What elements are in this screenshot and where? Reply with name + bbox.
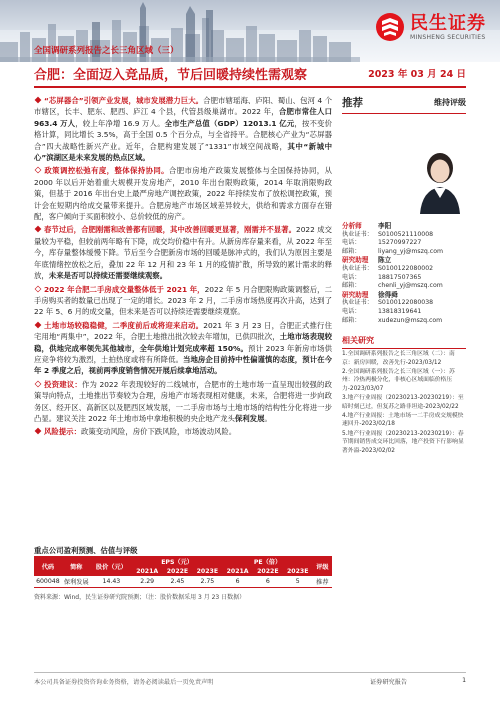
paragraph-policy: 政策调控松弛有度，整体保持协同。合肥市房地产政策发展整体与全国保持协同，从 2000 年以后开始着重大规模开发房地产，2010 年出台限购政策，2014 年取消限购政策，但基于 2016 年出台史上最严房地产调控政策，2022 年持续发布了放松调控政策，预计会在短期内给成交量带来提升。合肥房地产市场区域差异较大，供给和需求方面存在错配，客户倾向于买面积较小、总价较低的房产。: [34, 166, 332, 222]
paragraph-investment-advice: 投资建议：作为 2022 年表现较好的二线城市，合肥市的土地市场一直呈现出较强的政策导向特点，土地推出节奏较为合理，房地产市场表现相对健康，未来，合肥将进一步向政务区、经开区、高新区以及肥西区域发展，一二手房市场与土地市场的结构性分化将进一步凸显。建议关注 2022 年土地市场中拿地积极的央企地产龙头保利发展。: [34, 379, 332, 423]
rating-status: 维持评级: [434, 98, 466, 107]
analyst-name: 李阳: [378, 222, 392, 230]
analyst-card: 研究助理 徐得舜 执业证书： S0100122080038 电话： 13818319641 邮箱： xudezun@mszq.com: [342, 291, 466, 325]
col-eps: EPS（元）: [132, 556, 222, 566]
paragraph-new-homes: 春节过后，合肥刚需和改善都有回暖，其中改善回暖更显著，刚需并不显著。2022 成交量较为平稳，但较前两年略有下降，成交均价稳中有升。从新房库存量来看，从 2022 年至今，库存量整体缓慢下降。节后至今合肥新房市场的回暖是脉冲式的，我们认为原因主要是年底情绪控放松之后，叠加 22 年 12 月和 23 年 1 月的疫情扩散，所导致的累计需求的释放，未来是否可以持续还需要继续观察。: [34, 225, 332, 281]
hollow-diamond-bullet-icon: [35, 380, 42, 387]
document-type: 证券研究报告: [370, 679, 408, 686]
logo-name-en: MINSHENG SECURITIES: [410, 33, 486, 41]
analyst-card: 研究助理 陈立 执业证书： S0100122080002 电话： 18817507365 邮箱： chenli_yj@mszq.com: [342, 256, 466, 290]
related-research-link[interactable]: 5.地产行业周报（20230213-20230219）：春节期间销售成交环比回落，地产投资下行影响显著外溢-2023/02/02: [342, 430, 464, 454]
footer-right: [370, 677, 466, 686]
page-number: 1: [462, 677, 466, 684]
forecast-table-title: 重点公司盈利预测、估值与评级: [34, 546, 138, 555]
analyst-name: 陈立: [378, 256, 392, 265]
col-rating: 评级: [313, 556, 332, 576]
analyst-email-link[interactable]: chenli_yj@mszq.com: [378, 282, 443, 290]
forecast-table: 代码 简称 股价（元） EPS（元） PE（倍） 评级 2021A 2022E 2023E 2021A 2022E 2023E 600048 保利发展 14.43 2.29 2.45 2.75 6 6 5 推荐: [34, 556, 332, 588]
analyst-name: 徐得舜: [378, 290, 398, 299]
paragraph-risk: 风险提示：政策变动风险，房价下跌风险，市场波动风险。: [34, 426, 332, 437]
diamond-bullet-icon: [35, 97, 42, 104]
analyst-list: [342, 222, 466, 325]
footer-disclaimer: 本公司具备证券投资咨询业务资格，请务必阅读最后一页免责声明: [34, 679, 214, 686]
report-title: 合肥：全面迈入竞品质，节后回暖持续性需观察: [34, 67, 308, 83]
analyst-card: 分析师 李阳 执业证书： S0100521110008 电话： 15270997227 邮箱： liyang_yj@mszq.com: [342, 222, 466, 256]
related-research-link[interactable]: 1.全国调研系列报告之长三角区域（二）：南京：新房回暖，改善先行-2023/03/12: [342, 351, 455, 366]
logo-name-cn: 民生证券: [410, 12, 486, 34]
title-divider: [34, 86, 466, 88]
col-price: 股价（元）: [91, 556, 132, 576]
analyst-email-link[interactable]: xudezun@mszq.com: [378, 316, 443, 324]
footer-divider: [34, 672, 466, 673]
col-pe: PE（倍）: [222, 556, 312, 566]
brand-logo: [375, 8, 486, 46]
related-research-link[interactable]: 4.地产行业周报：土地市场一二手房成交规模快速回升-2023/02/18: [342, 412, 464, 428]
related-research-list: [342, 350, 466, 455]
rating-header: [342, 95, 466, 114]
col-name: 简称: [62, 556, 91, 576]
related-research-link[interactable]: 3.地产行业周报（20230213-20230219）：至暗时刻已过，但复苏之路非坦途-2023/02/22: [342, 395, 464, 410]
col-code: 代码: [34, 556, 62, 576]
related-research-heading: 相关研究: [342, 335, 466, 349]
report-series: 全国调研系列报告之长三角区域（三）: [34, 46, 179, 56]
hollow-diamond-bullet-icon: [35, 285, 42, 292]
recommendation: 推荐: [342, 97, 363, 109]
header-banner: [0, 0, 500, 62]
diamond-bullet-icon: [35, 321, 42, 328]
hollow-diamond-bullet-icon: [35, 167, 42, 174]
minsheng-logo-icon: [375, 12, 405, 42]
sidebar: [342, 95, 466, 455]
related-research-link[interactable]: 2.全国调研系列报告之长三角区域（一）：苏州：冷热两极分化，非核心区域面临价格压力-2023/03/07: [342, 368, 455, 392]
analyst-photo: [414, 144, 466, 214]
analyst-email-link[interactable]: liyang_yj@mszq.com: [378, 247, 444, 255]
paragraph-industry: “芯屏器合”引领产业发展，城市发展潜力巨大。合肥市辖瑶海、庐阳、蜀山、包河 4 个市辖区，长丰、肥东、肥西、庐江 4 个县，代管县级巢湖市。2022 年，合肥市常住人口 963.4 万人，较上年净增 16.9 万人。全市生产总值（GDP）12013.1 亿元，按不变价格计算，同比增长 3.5%，高于全国 0.5 个百分点，与全省持平。合肥核心产业为“芯屏器合”四大战略性新兴产业。近年，合肥构建发展了“1331”市域空间战略，其中“新城中心”滨湖区是未来发展的热点区域。: [34, 96, 333, 163]
table-row: 600048 保利发展 14.43 2.29 2.45 2.75 6 6 5 推荐: [34, 576, 332, 587]
title-row: [34, 63, 466, 83]
diamond-bullet-icon: [35, 428, 42, 435]
report-date: 2023 年 03 月 24 日: [368, 69, 466, 80]
diamond-bullet-icon: [35, 226, 42, 233]
report-body: [34, 95, 332, 440]
paragraph-land-market: 土地市场较稳稳健，二季度前后或将迎来启动。2021 年 3 月 23 日，合肥正式推行住宅用地“两集中”，2022 年，合肥土地推出批次较去年增加，已供四批次，土地市场表现较稳，供地完成率领先其他城市，全年供地计划完成率超 150%。预计 2023 年新房市场供应竞争将较为激烈，土拍热度或将有所降低。当地房企目前持中性偏谨慎的态度，预计在今年 2 季度之后，视前两季度销售情况开展后续拿地活动。: [34, 320, 332, 376]
table-source-note: 资料来源：Wind，民生证券研究院预测；（注：股价数据采用 3 月 23 日数据）: [34, 594, 246, 601]
paragraph-second-hand: 2022 年合肥二手房成交量整体低于 2021 年，2022 年 5 月合肥限购政策调整后，二手房购买者的数量已出现了一定的增长。2023 年 2 月，二手房市场热度再次升高，达到了 22 年 5、6 月的成交量，但未来是否可以持续还需要继续观察。: [34, 284, 332, 317]
